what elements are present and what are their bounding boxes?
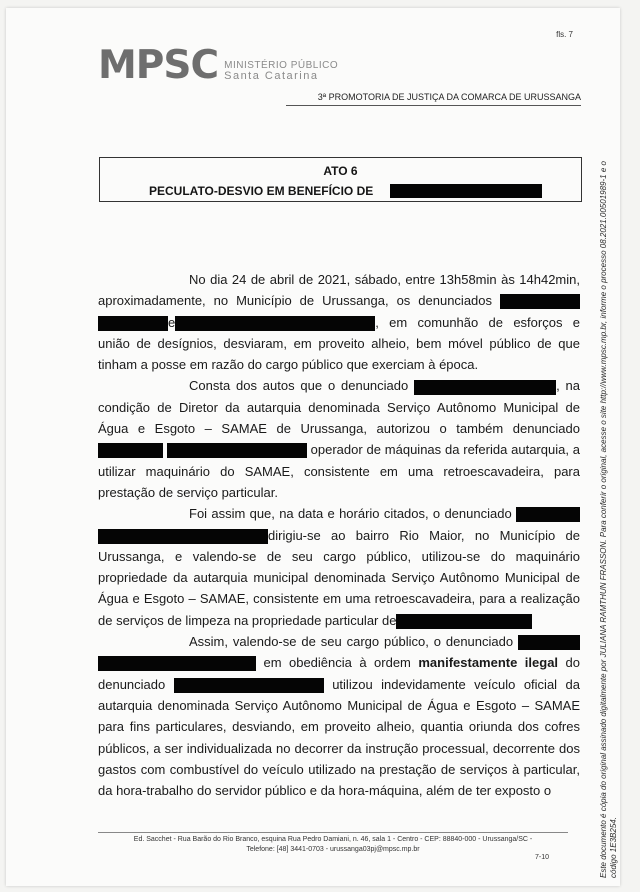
footer-address: Ed. Sacchet - Rua Barão do Rio Branco, esquina Rua Pedro Damiani, n. 46, sala 1 - Centro - CEP: 88840-000 - Urussanga/SC - <box>133 836 533 843</box>
logo-line-2: Santa Catarina <box>224 70 319 83</box>
redaction-block <box>396 614 532 629</box>
paragraph-2: Consta dos autos que o denunciado , na condição de Diretor da autarquia denominada Serviço Autônomo Municipal de Água e Esgoto – SAMAE de Urussanga, autorizou o também denunciado operador de máquinas da referida autarquia, a utilizar maquinário do SAMAE, consistente em uma retroescavadeira, para prestação de serviço particular. <box>98 378 580 500</box>
redaction-block <box>414 380 556 395</box>
footer <box>98 835 568 855</box>
page-number: 7-10 <box>534 854 549 861</box>
footer-divider <box>98 832 568 833</box>
act-title: ATO 6 <box>323 164 358 178</box>
logo-line-1: MINISTÉRIO PÚBLICO <box>224 59 339 71</box>
redaction-block <box>98 529 268 544</box>
redaction-block <box>516 507 580 522</box>
redaction-block <box>98 656 256 671</box>
logo-mark: MPSC <box>98 43 219 88</box>
redaction-block <box>174 678 324 693</box>
header-divider <box>286 105 581 106</box>
redaction-block <box>175 316 375 331</box>
footer-contact: Telefone: [48] 3441-0703 - urussanga03pj@mpsc.mp.br <box>246 846 420 853</box>
document-body <box>98 269 580 801</box>
redaction-block <box>390 184 542 198</box>
signature-note-line-2: código 1E3B254. <box>609 817 618 878</box>
redaction-block <box>518 635 580 650</box>
sheet-number: fls. 7 <box>556 30 573 39</box>
redaction-block <box>167 443 307 458</box>
emphasis-text: manifestamente ilegal <box>418 655 559 671</box>
paragraph-1: No dia 24 de abril de 2021, sábado, entre 13h58min às 14h42min, aproximadamente, no Município de Urussanga, os denunciados e , em comunhão de esforços e união de desígnios, desviaram, em proveito alheio, bem móvel público de que tinham a posse em razão do cargo público que exerciam à época. <box>98 272 580 373</box>
document-page <box>6 8 620 886</box>
logo-text <box>224 61 338 83</box>
paragraph-4: Assim, valendo-se de seu cargo público, o denunciado em obediência à ordem manifestamente ilegal do denunciado utilizou indevidamente veículo oficial da autarquia denominada Serviço Autônomo Municipal de Água e Esgoto – SAMAE para fins particulares, desviando, em proveito alheio, quantia oriunda dos cofres públicos, a ser individualizada no decorrer da instrução processual, decorrente dos gastos com combustível do veículo utilizado na prestação de serviços à particular, da hora-trabalho do servidor público e da hora-máquina, além de ter exposto o <box>98 634 580 799</box>
redaction-block <box>500 294 580 309</box>
mpsc-logo <box>98 43 339 88</box>
signature-note-line-1: Este documento é cópia do original assinado digitalmente por JULIANA RAMTHUN FRASSON. Para conferir o original, acesse o site http://www.mpsc.mp.br, informe o processo 08.2021.00501989-1 e o <box>599 161 608 878</box>
title-box <box>99 157 582 202</box>
paragraph-3: Foi assim que, na data e horário citados, o denunciado dirigiu-se ao bairro Rio Maior, no Município de Urussanga, e valendo-se de seu cargo público, utilizou-se do maquinário propriedade da autarquia municipal denominada Serviço Autônomo Municipal de Água e Esgoto – SAMAE, consistente em uma retroescavadeira, para a realização de serviços de limpeza na propriedade particular de <box>98 506 580 628</box>
redaction-block <box>98 443 163 458</box>
promotoria-name: 3ª PROMOTORIA DE JUSTIÇA DA COMARCA DE URUSSANGA <box>317 92 581 102</box>
digital-signature-note <box>599 98 619 878</box>
redaction-block <box>98 316 168 331</box>
act-subject: PECULATO-DESVIO EM BENEFÍCIO DE <box>149 184 374 198</box>
